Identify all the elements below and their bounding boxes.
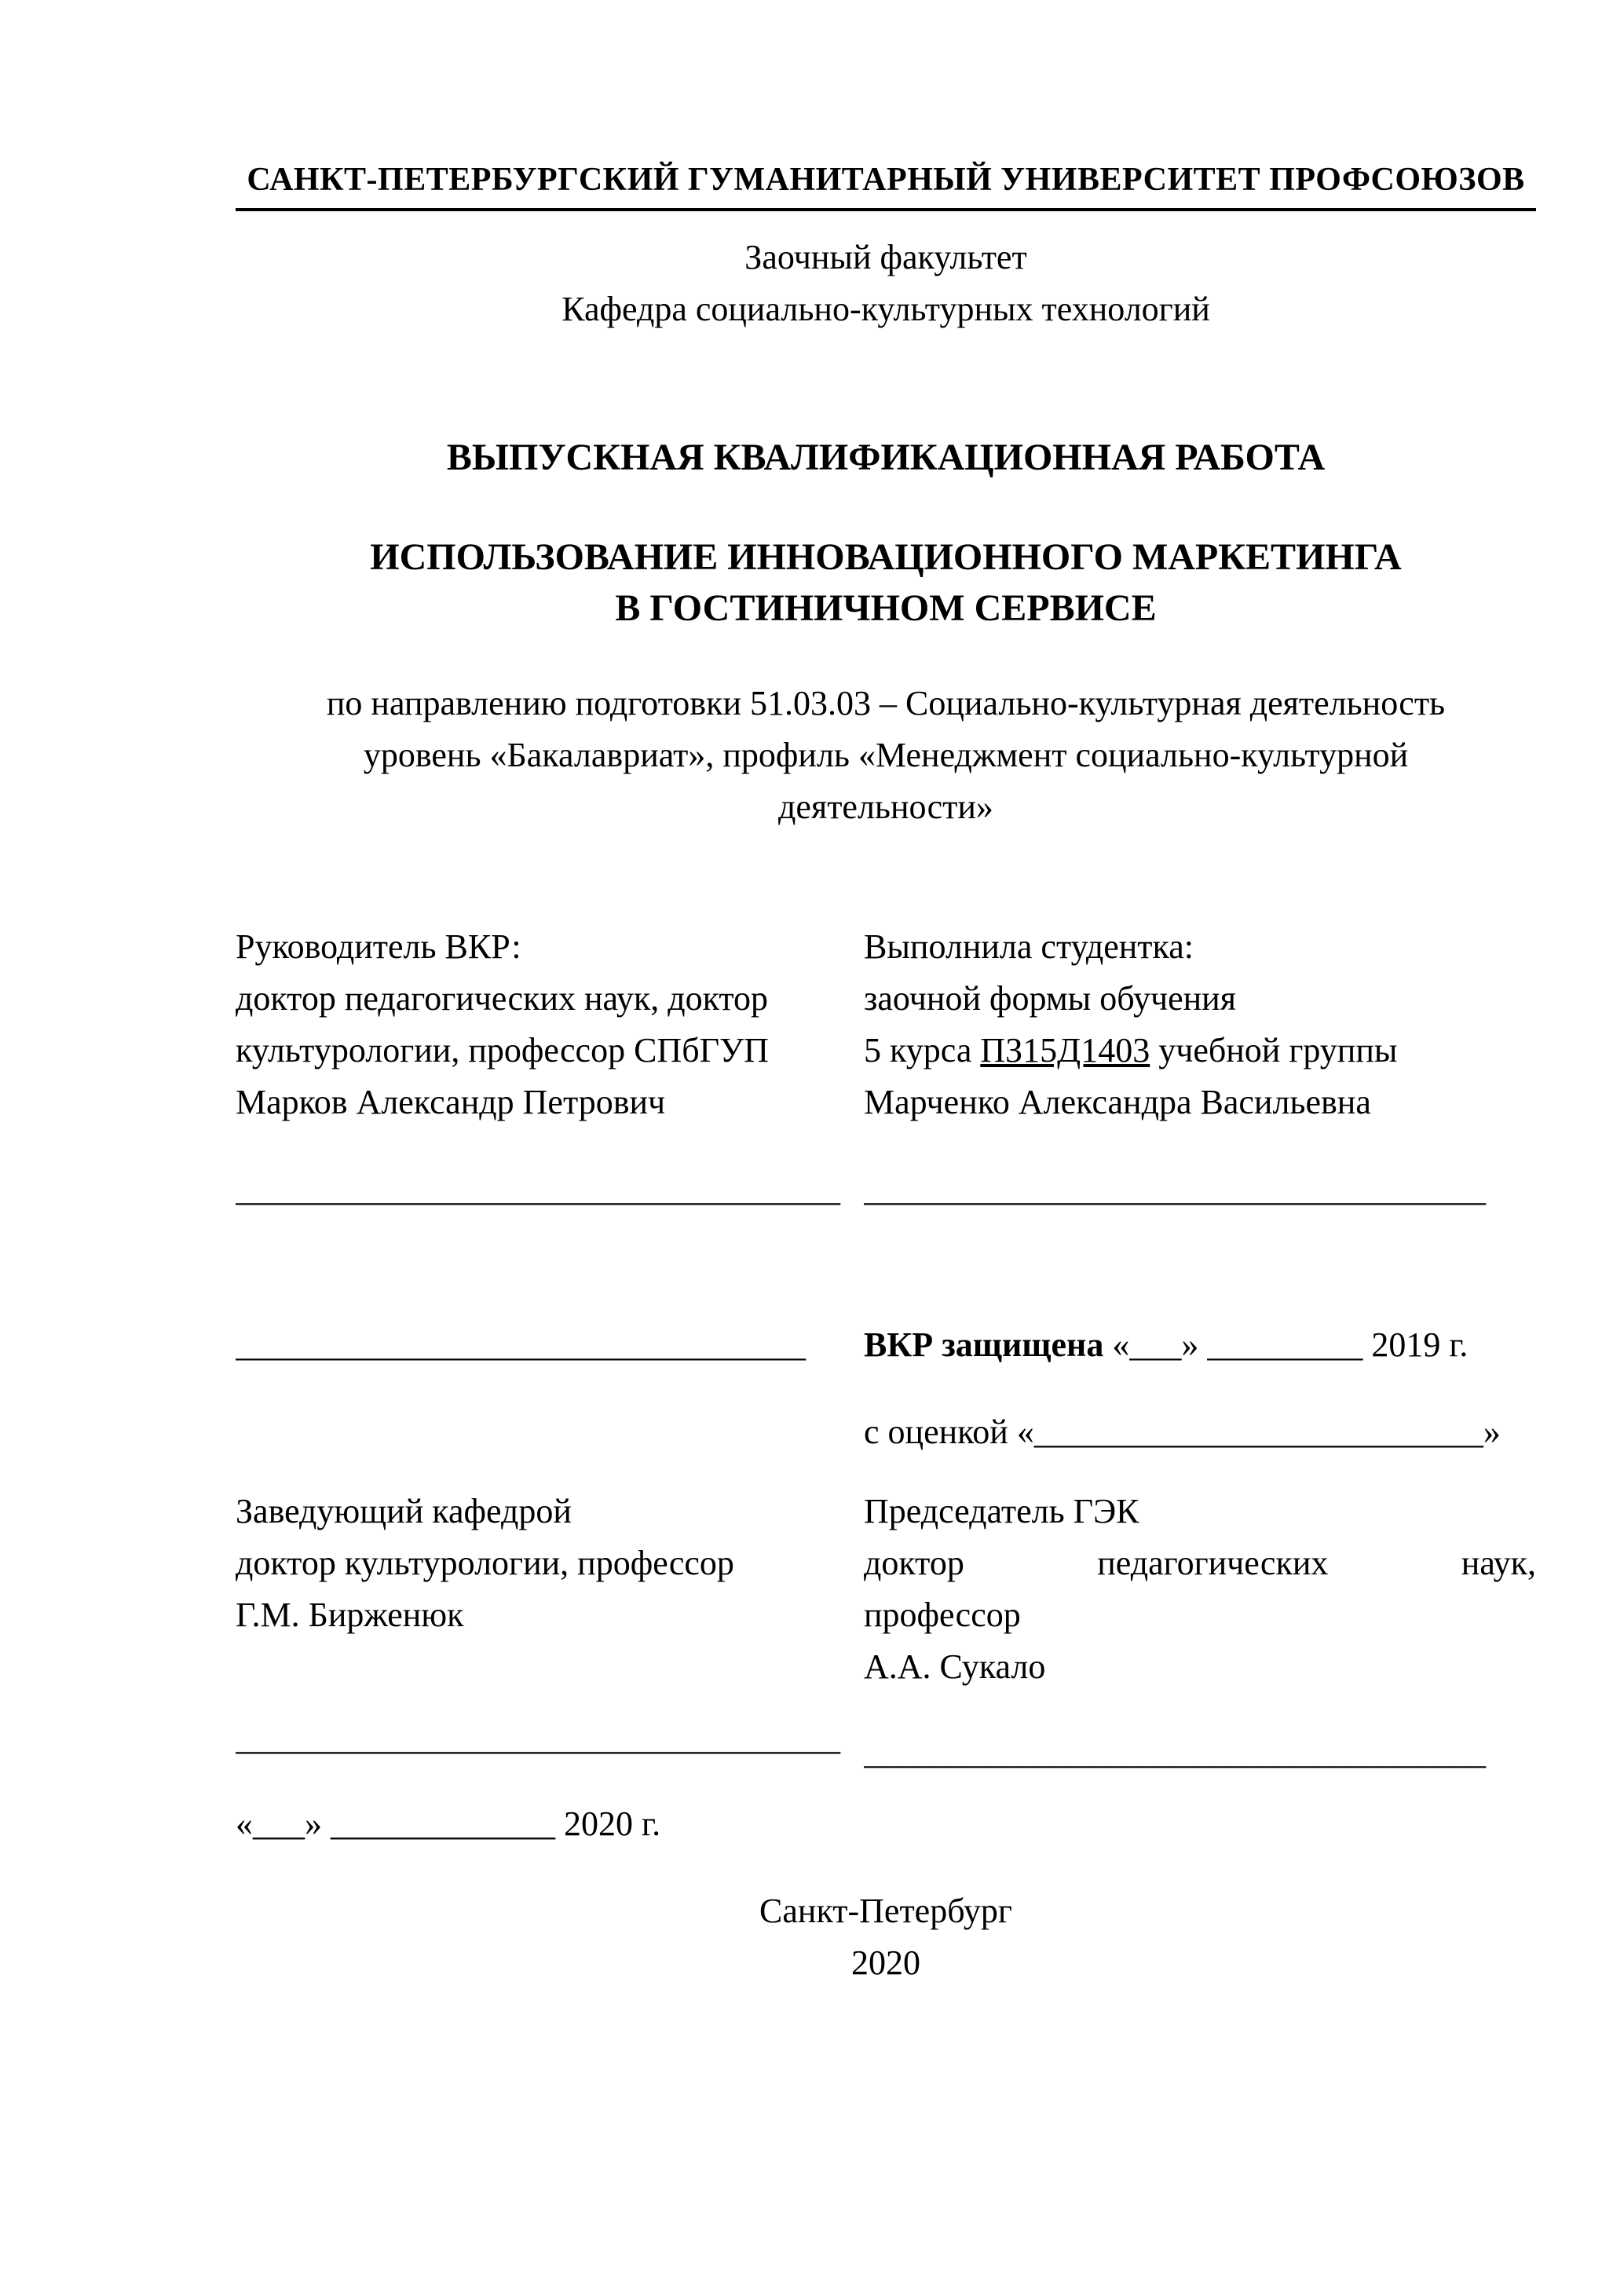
supervisor-name: Марков Александр Петрович — [236, 1082, 666, 1121]
defense-left-signature-line: _________________________________ — [236, 1325, 806, 1364]
supervisor-degree-line2: культурологии, профессор СПбГУП — [236, 1030, 769, 1069]
student-group-line — [864, 1025, 1536, 1077]
footer-city: Санкт-Петербург — [759, 1891, 1012, 1930]
thesis-title — [236, 532, 1536, 634]
student-block — [864, 921, 1536, 1128]
program-line1: по направлению подготовки 51.03.03 – Социально-культурная деятельность — [326, 683, 1446, 722]
grade-row-spacer — [236, 1406, 864, 1458]
department-name: Кафедра социально-культурных технологий — [561, 290, 1210, 328]
signature-row-2 — [236, 1713, 1536, 1779]
student-label: Выполнила студентка: — [864, 927, 1194, 966]
grade-line: с оценкой «__________________________» — [864, 1412, 1501, 1451]
student-signature-line: ____________________________________ — [864, 1169, 1486, 1208]
program-line3: деятельности» — [778, 787, 993, 826]
department-head-title: Заведующий кафедрой — [236, 1491, 572, 1530]
committee-chair-degree-word3: наук, — [1461, 1543, 1536, 1582]
supervisor-signature-line: ___________________________________ — [236, 1169, 840, 1208]
supervisor-degree-line1: доктор педагогических наук, доктор — [236, 978, 769, 1018]
date-row-spacer — [864, 1798, 1536, 1850]
committee-chair-degree-word2: педагогических — [1097, 1543, 1329, 1582]
supervisor-student-row — [236, 921, 1536, 1128]
thesis-title-line2: В ГОСТИНИЧНОМ СЕРВИСЕ — [615, 587, 1157, 629]
defense-statement — [864, 1319, 1536, 1371]
officials-row — [236, 1486, 1536, 1693]
supervisor-label: Руководитель ВКР: — [236, 927, 521, 966]
supervisor-block — [236, 921, 864, 1128]
department-head-degree: доктор культурологии, профессор — [236, 1543, 734, 1582]
committee-chair-name: А.А. Сукало — [864, 1647, 1046, 1686]
defense-label-rest: «___» _________ 2019 г. — [1103, 1325, 1469, 1364]
defense-row — [236, 1319, 1536, 1371]
committee-chair-degree-word1: доктор — [864, 1543, 964, 1582]
subheader-block — [236, 232, 1536, 335]
committee-chair-rank: профессор — [864, 1595, 1021, 1634]
student-form-line: заочной формы обучения — [864, 978, 1236, 1018]
faculty-name: Заочный факультет — [744, 238, 1027, 276]
department-head-block — [236, 1486, 864, 1693]
student-group-suffix: учебной группы — [1150, 1030, 1398, 1069]
committee-chair-signature-line: ____________________________________ — [864, 1732, 1486, 1771]
department-head-name: Г.М. Бирженюк — [236, 1595, 464, 1634]
department-head-signature-line: ___________________________________ — [236, 1718, 840, 1757]
department-head-date-line: «___» _____________ 2020 г. — [236, 1804, 661, 1843]
student-name: Марченко Александра Васильевна — [864, 1082, 1371, 1121]
footer-year: 2020 — [851, 1943, 920, 1982]
committee-chair-title: Председатель ГЭК — [864, 1491, 1139, 1530]
committee-chair-degree — [864, 1537, 1536, 1589]
signature-row-1 — [236, 1164, 1536, 1216]
date-row — [236, 1798, 1536, 1850]
student-group-prefix: 5 курса — [864, 1030, 981, 1069]
grade-row — [236, 1406, 1536, 1458]
program-line2: уровень «Бакалавриат», профиль «Менеджмент социально-культурной — [363, 735, 1409, 774]
program-block — [236, 678, 1536, 833]
defense-label-bold: ВКР защищена — [864, 1325, 1104, 1364]
student-group-number: ПЗ15Д1403 — [980, 1030, 1150, 1069]
thesis-title-line1: ИСПОЛЬЗОВАНИЕ ИННОВАЦИОННОГО МАРКЕТИНГА — [370, 536, 1402, 578]
work-type-title: ВЫПУСКНАЯ КВАЛИФИКАЦИОННАЯ РАБОТА — [446, 437, 1326, 478]
committee-chair-block — [864, 1486, 1536, 1693]
university-name: САНКТ-ПЕТЕРБУРГСКИЙ ГУМАНИТАРНЫЙ УНИВЕРСИТЕТ ПРОФСОЮЗОВ — [236, 161, 1536, 211]
footer-block — [236, 1885, 1536, 1989]
